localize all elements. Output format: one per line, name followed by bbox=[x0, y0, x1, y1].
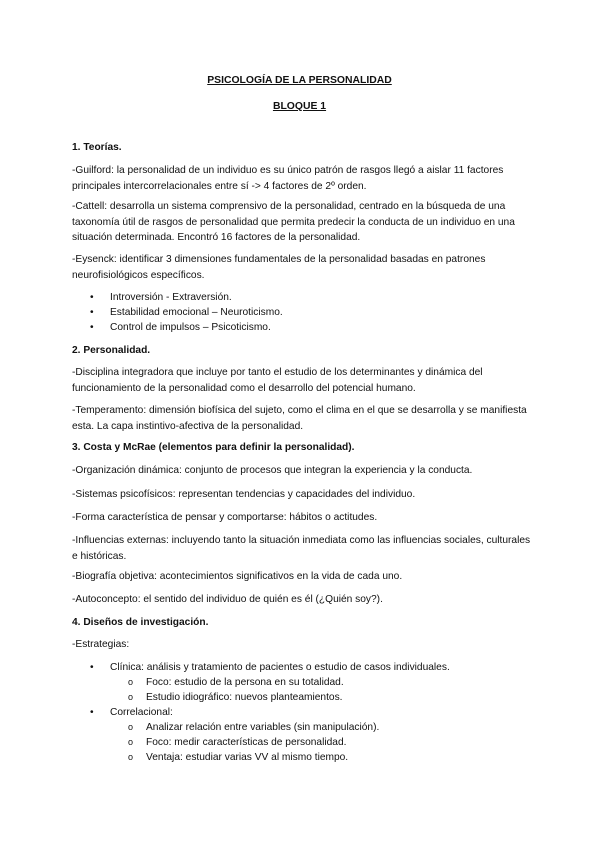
bullet-icon: • bbox=[90, 707, 94, 718]
document-subtitle: BLOQUE 1 bbox=[272, 101, 327, 112]
circle-bullet-icon: o bbox=[128, 677, 134, 687]
document-title: PSICOLOGÍA DE LA PERSONALIDAD bbox=[207, 75, 392, 86]
bullet-icon: • bbox=[90, 292, 94, 303]
paragraph-influencias: -Influencias externas: incluyendo tanto la situación inmediata como las influencias sociales, culturales e históricas. bbox=[72, 535, 531, 562]
sub-list-item-text: Estudio idiográfico: nuevos planteamientos. bbox=[146, 692, 343, 703]
paragraph-organizacion: -Organización dinámica: conjunto de procesos que integran la experiencia y la conducta. bbox=[72, 465, 473, 476]
paragraph-temperamento: -Temperamento: dimensión biofísica del sujeto, como el clima en el que se desarrolla y se manifiesta esta. La capa instintivo-afectiva de la personalidad. bbox=[72, 405, 527, 432]
sub-list-item-text: Foco: medir características de personalidad. bbox=[146, 737, 347, 748]
list-item-text: Correlacional: bbox=[110, 707, 173, 718]
paragraph-cattell: -Cattell: desarrolla un sistema comprensivo de la personalidad, centrado en la búsqueda de una taxonomía útil de rasgos de personalidad que permita predecir la conducta de un individuo en una situación determinada. Encontró 16 factores de la personalidad. bbox=[72, 201, 515, 243]
paragraph-eysenck: -Eysenck: identificar 3 dimensiones fundamentales de la personalidad basadas en patrones neurofisiológicos específicos. bbox=[72, 254, 486, 281]
bullet-icon: • bbox=[90, 322, 94, 333]
circle-bullet-icon: o bbox=[128, 692, 134, 702]
section-3-heading: 3. Costa y McRae (elementos para definir la personalidad). bbox=[72, 442, 355, 453]
paragraph-sistemas: -Sistemas psicofísicos: representan tendencias y capacidades del individuo. bbox=[72, 489, 416, 500]
list-item-text: Estabilidad emocional – Neuroticismo. bbox=[110, 307, 283, 318]
sub-list-item-text: Ventaja: estudiar varias VV al mismo tiempo. bbox=[146, 752, 349, 763]
paragraph-forma: -Forma característica de pensar y comportarse: hábitos o actitudes. bbox=[72, 512, 378, 523]
paragraph-guilford: -Guilford: la personalidad de un individuo es su único patrón de rasgos llegó a aislar 11 factores principales intercorrelacionales entre sí -> 4 factores de 2º orden. bbox=[72, 165, 504, 192]
paragraph-biografia: -Biografía objetiva: acontecimientos significativos en la vida de cada uno. bbox=[72, 571, 403, 582]
sub-list-item-text: Foco: estudio de la persona en su totalidad. bbox=[146, 677, 344, 688]
list-item-text: Control de impulsos – Psicoticismo. bbox=[110, 322, 271, 333]
paragraph-disciplina: -Disciplina integradora que incluye por tanto el estudio de los determinantes y dinámica del funcionamiento de la personalidad como el desarrollo del potencial humano. bbox=[72, 367, 483, 394]
list-item-text: Clínica: análisis y tratamiento de pacientes o estudio de casos individuales. bbox=[110, 662, 450, 673]
bullet-icon: • bbox=[90, 307, 94, 318]
paragraph-autoconcepto: -Autoconcepto: el sentido del individuo de quién es él (¿Quién soy?). bbox=[72, 594, 383, 605]
circle-bullet-icon: o bbox=[128, 722, 134, 732]
section-4-heading: 4. Diseños de investigación. bbox=[72, 617, 209, 628]
sub-list-item-text: Analizar relación entre variables (sin manipulación). bbox=[146, 722, 380, 733]
circle-bullet-icon: o bbox=[128, 737, 134, 747]
section-1-heading: 1. Teorías. bbox=[72, 142, 122, 153]
section-2-heading: 2. Personalidad. bbox=[72, 345, 151, 356]
list-item-text: Introversión - Extraversión. bbox=[110, 292, 232, 303]
circle-bullet-icon: o bbox=[128, 752, 134, 762]
bullet-icon: • bbox=[90, 662, 94, 673]
paragraph-estrategias: -Estrategias: bbox=[72, 639, 130, 650]
